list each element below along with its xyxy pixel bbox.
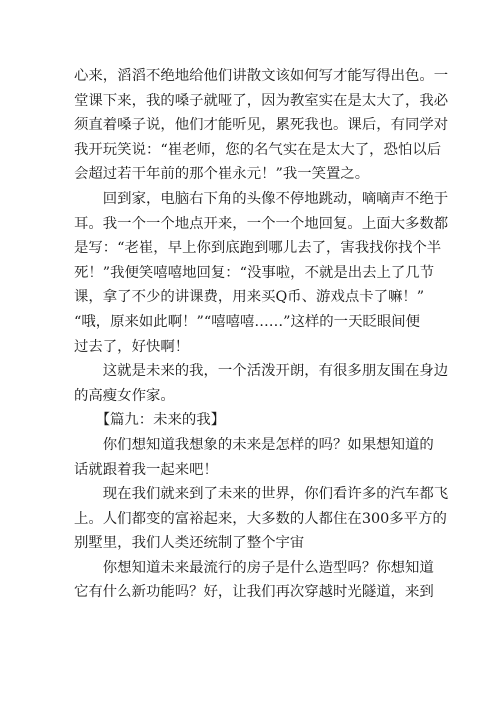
text-line: “哦，原来如此啊！”“嘻嘻嘻……”这样的一天眨眼间便 bbox=[74, 313, 421, 330]
text-line: 是写：“老崔，早上你到底跑到哪儿去了，害我找你找个半 bbox=[74, 240, 442, 257]
text-line: 课，拿了不少的讲课费，用来买Q币、游戏点卡了嘛！” bbox=[74, 289, 425, 306]
text-line: 死！”我便笑嘻嘻地回复：“没事啦，不就是出去上了几节 bbox=[74, 264, 435, 281]
text-line: 会超过若干年前的那个崔永元！”我一笑置之。 bbox=[74, 166, 370, 183]
body-text bbox=[74, 64, 449, 605]
text-line: 你想知道未来最流行的房子是什么造型吗？你想知道 bbox=[74, 559, 434, 576]
text-line: 过去了，好快啊！ bbox=[74, 338, 190, 355]
text-line: 须直着嗓子说，他们才能听见，累死我也。课后，有同学对 bbox=[74, 117, 449, 134]
text-line: 上。人们都变的富裕起来，大多数的人都住在300多平方的 bbox=[74, 510, 447, 527]
text-line: 回到家，电脑右下角的头像不停地跳动，嘀嘀声不绝于 bbox=[74, 190, 449, 207]
text-line: 别墅里，我们人类还统制了整个宇宙 bbox=[74, 535, 305, 552]
text-line: 耳。我一个一个地点开来，一个一个地回复。上面大多数都 bbox=[74, 215, 449, 232]
text-line: 这就是未来的我，一个活泼开朗，有很多朋友围在身边 bbox=[74, 363, 449, 380]
text-line: 心来，滔滔不绝地给他们讲散文该如何写才能写得出色。一 bbox=[74, 68, 449, 84]
text-line: 堂课下来，我的嗓子就哑了，因为教室实在是太大了，我必 bbox=[74, 92, 449, 109]
text-line: 我开玩笑说：“崔老师，您的名气实在是太大了，恐怕以后 bbox=[74, 141, 442, 158]
section-heading: 【篇九：未来的我】 bbox=[74, 412, 226, 429]
text-line: 现在我们就来到了未来的世界，你们看许多的汽车都飞 bbox=[74, 486, 449, 503]
text-line: 的高瘦女作家。 bbox=[74, 387, 175, 404]
text-line: 你们想知道我想象的未来是怎样的吗？如果想知道的 bbox=[74, 436, 434, 453]
text-line: 话就跟着我一起来吧！ bbox=[74, 461, 218, 478]
text-line: 它有什么新功能吗？好，让我们再次穿越时光隧道，来到 bbox=[74, 584, 434, 601]
